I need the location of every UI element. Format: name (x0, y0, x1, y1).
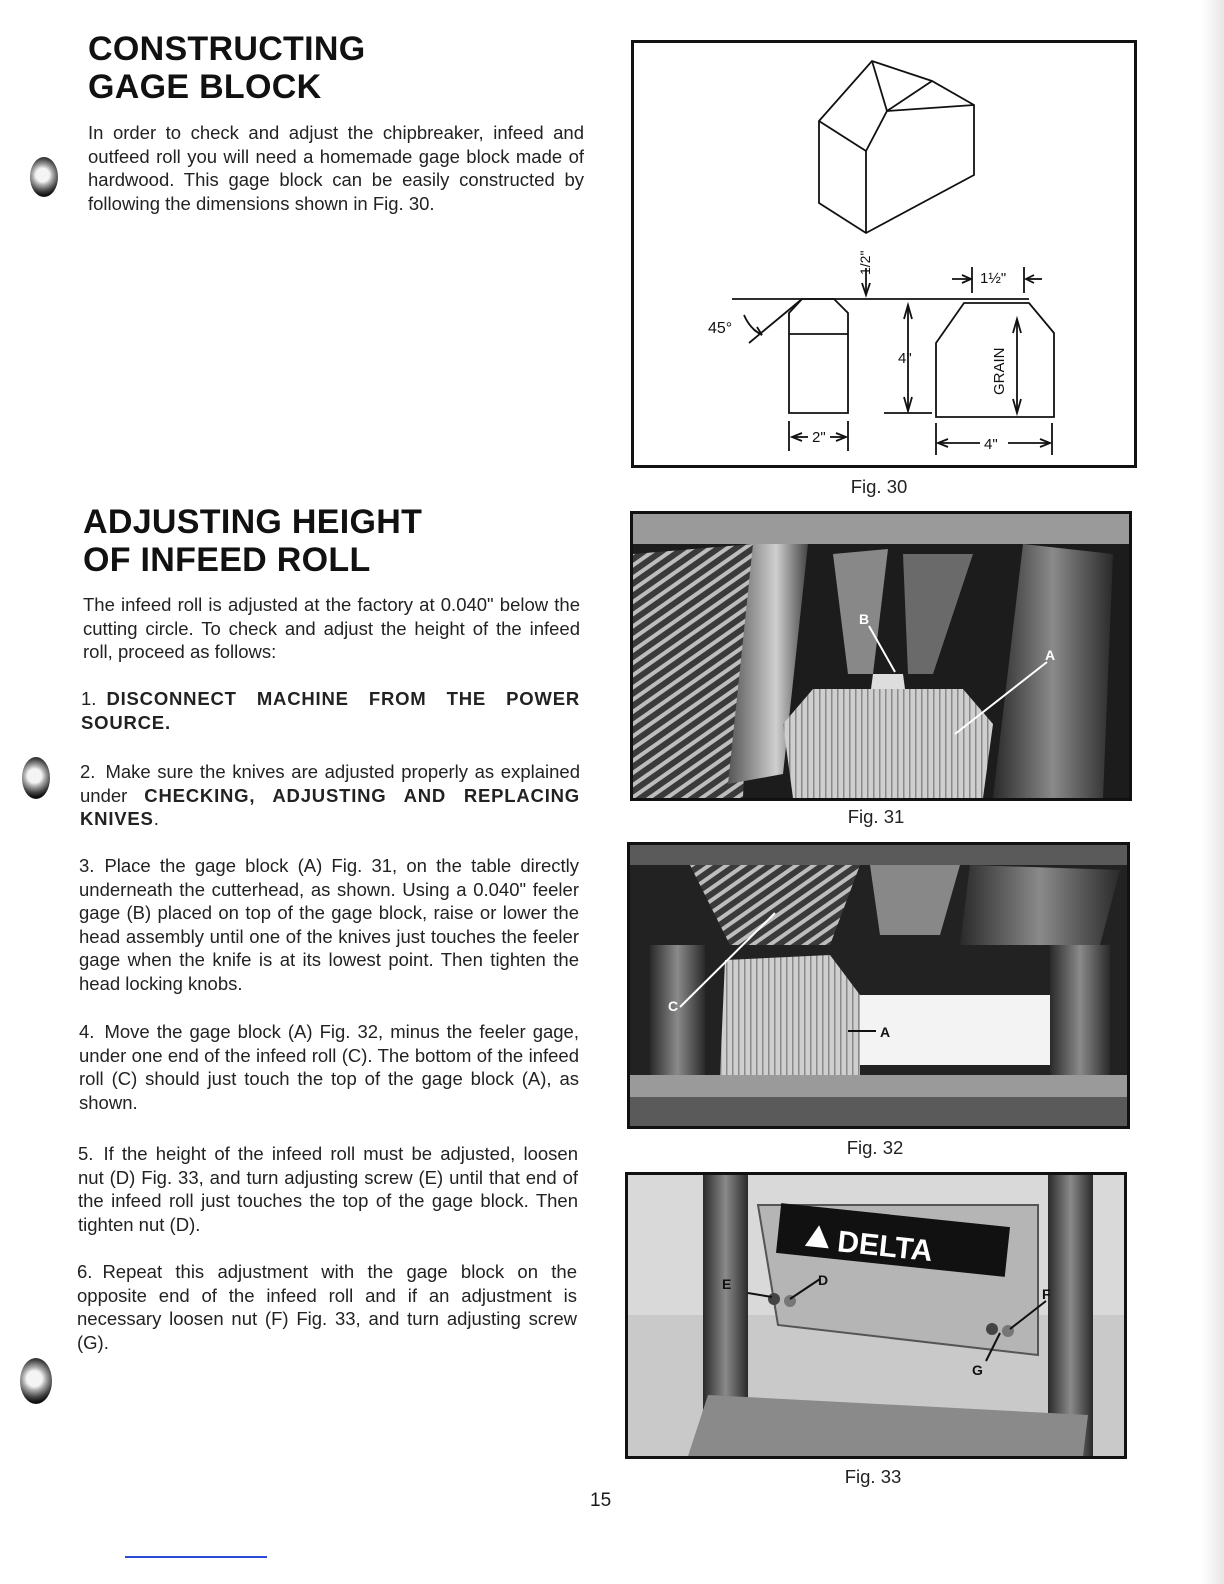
step-text: Repeat this adjustment with the gage block on the opposite end of the infeed roll and if an adjustment is necessary loosen nut (F) Fig. 33, and turn adjusting screw (G). (77, 1261, 577, 1353)
infeed-roll-photo (630, 845, 1127, 1126)
delta-logo: DELTA (835, 1225, 935, 1269)
angle-label: 45° (708, 320, 733, 337)
step-6 (77, 1260, 577, 1354)
step-number: 5. (78, 1143, 94, 1164)
page-number: 15 (590, 1490, 612, 1511)
step-text: Make sure the knives are adjusted properly as explained under (80, 761, 580, 806)
fig33-photo (625, 1172, 1127, 1459)
step-text: If the height of the infeed roll must be adjusted, loosen nut (D) Fig. 33, and turn adjusting screw (E) until that end of the infeed roll just touches the top of the gage block. Then tighten nut (D). (78, 1143, 578, 1235)
heading-line-1: CONSTRUCTING (88, 30, 366, 68)
heading-line-2: GAGE BLOCK (88, 68, 322, 106)
delta-planer-photo (628, 1175, 1124, 1456)
heading-line-1: ADJUSTING HEIGHT (83, 503, 423, 541)
callout-g: G (972, 1362, 983, 1378)
binder-hole-bottom (20, 1358, 52, 1404)
step-number: 1. (81, 688, 97, 709)
side-width-label: 2" (812, 429, 826, 446)
callout-c: C (668, 998, 679, 1014)
step-text: Move the gage block (A) Fig. 32, minus the feeler gage, under one end of the infeed roll (C). The bottom of the infeed roll (C) should just touch the top of the gage block (A), as shown. (79, 1021, 579, 1113)
callout-f: F (1042, 1286, 1051, 1302)
section1-body: In order to check and adjust the chipbreaker, infeed and outfeed roll you will need a homemade gage block made of hardwood. This gage block can be easily constructed by following the dimensions shown in Fig. 30. (88, 122, 584, 214)
callout-e: E (722, 1276, 732, 1292)
fig30-caption: Fig. 30 (850, 476, 908, 497)
binder-hole-middle (22, 757, 50, 799)
callout-d: D (818, 1272, 829, 1288)
step-number: 6. (77, 1261, 93, 1282)
height-label: 4" (898, 350, 912, 367)
callout-a: A (880, 1024, 891, 1040)
step-number: 4. (79, 1021, 95, 1042)
step-4 (79, 1020, 579, 1114)
fig31-caption: Fig. 31 (847, 806, 905, 827)
fig31-photo (630, 511, 1132, 801)
step-1 (81, 687, 580, 734)
fig30-drawing (631, 40, 1137, 468)
fig33-caption: Fig. 33 (844, 1466, 902, 1487)
step-3 (79, 854, 579, 995)
grain-label: GRAIN (991, 347, 1008, 395)
step-5 (78, 1142, 578, 1236)
gage-block-diagram (634, 43, 1134, 465)
step-text-end: . (153, 808, 159, 829)
width-top-label: 1½" (980, 270, 1007, 287)
callout-a: A (1045, 647, 1056, 663)
step-number: 2. (80, 761, 96, 782)
step-2 (80, 760, 580, 831)
cutterhead-photo (633, 514, 1129, 798)
page-edge (1202, 0, 1224, 1584)
section-heading-constructing (88, 30, 365, 106)
fig32-caption: Fig. 32 (846, 1137, 904, 1158)
step-text: Place the gage block (A) Fig. 31, on the table directly underneath the cutterhead, as shown. Using a 0.040" feeler gage (B) placed on top of the gage block, raise or lower the head assembly until one of the knives just touches the feeler gage when the knife is at its lowest point. Then tighten the head locking knobs. (79, 855, 579, 994)
front-width-label: 4" (984, 436, 998, 453)
heading-line-2: OF INFEED ROLL (83, 541, 371, 579)
fig32-photo (627, 842, 1130, 1129)
step-text: DISCONNECT MACHINE FROM THE POWER SOURCE. (81, 688, 580, 733)
bottom-rule (125, 1556, 267, 1558)
step-number: 3. (79, 855, 95, 876)
step-text-bold: CHECKING, ADJUSTING AND REPLACING KNIVES (80, 784, 580, 829)
top-dim-label: 1/2" (857, 250, 873, 275)
callout-b: B (859, 611, 870, 627)
section-heading-adjusting (83, 503, 422, 579)
section2-intro: The infeed roll is adjusted at the factory at 0.040" below the cutting circle. To check and adjust the height of the infeed roll, proceed as follows: (83, 594, 580, 662)
binder-hole-top (30, 157, 58, 197)
